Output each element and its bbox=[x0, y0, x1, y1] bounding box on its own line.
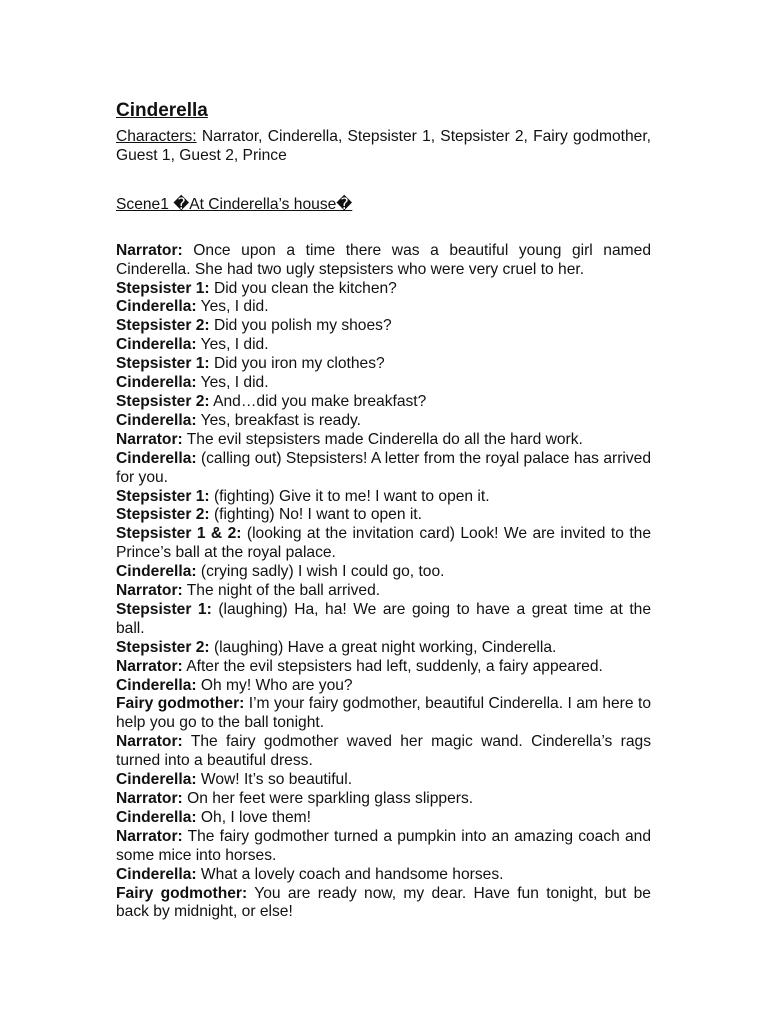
speaker-name: Stepsister 2: bbox=[116, 317, 210, 335]
script-line bbox=[116, 336, 651, 355]
script-line bbox=[116, 431, 651, 450]
speaker-name: Stepsister 1: bbox=[116, 355, 210, 373]
script-line bbox=[116, 393, 651, 412]
speaker-name: Cinderella: bbox=[116, 374, 197, 392]
script-line bbox=[116, 695, 651, 733]
dialogue-text: Did you polish my shoes? bbox=[209, 317, 392, 335]
script-line bbox=[116, 809, 651, 828]
speaker-name: Cinderella: bbox=[116, 298, 197, 316]
speaker-name: Stepsister 2: bbox=[116, 638, 210, 656]
script-lines bbox=[116, 242, 651, 923]
speaker-name: Narrator: bbox=[116, 241, 183, 259]
script-line bbox=[116, 242, 651, 280]
speaker-name: Narrator: bbox=[116, 733, 183, 751]
characters-paragraph bbox=[116, 128, 651, 166]
dialogue-text: You are ready now, my dear. Have fun tonight, but be back by midnight, or else! bbox=[116, 884, 651, 921]
speaker-name: Stepsister 1 & 2: bbox=[116, 525, 242, 543]
script-line bbox=[116, 582, 651, 601]
script-line bbox=[116, 412, 651, 431]
dialogue-text: After the evil stepsisters had left, suddenly, a fairy appeared. bbox=[182, 657, 603, 675]
dialogue-text: The fairy godmother waved her magic wand. Cinderella’s rags turned into a beautiful dress. bbox=[116, 733, 651, 770]
speaker-name: Stepsister 2: bbox=[116, 506, 210, 524]
dialogue-text: Wow! It’s so beautiful. bbox=[196, 771, 353, 789]
dialogue-text: (fighting) Give it to me! I want to open it. bbox=[209, 487, 490, 505]
speaker-name: Narrator: bbox=[116, 827, 183, 845]
speaker-name: Stepsister 2: bbox=[116, 392, 210, 410]
dialogue-text: On her feet were sparkling glass slippers. bbox=[182, 790, 474, 807]
speaker-name: Stepsister 1: bbox=[116, 487, 210, 505]
script-line bbox=[116, 450, 651, 488]
dialogue-text: Once upon a time there was a beautiful young girl named Cinderella. She had two ugly stepsisters who were very cruel to her. bbox=[116, 241, 651, 278]
speaker-name: Narrator: bbox=[116, 582, 183, 600]
script-line bbox=[116, 771, 651, 790]
dialogue-text: Yes, I did. bbox=[196, 374, 269, 392]
script-line bbox=[116, 525, 651, 563]
dialogue-text: (laughing) Have a great night working, Cinderella. bbox=[209, 638, 557, 656]
speaker-name: Cinderella: bbox=[116, 771, 197, 789]
script-line bbox=[116, 298, 651, 317]
speaker-name: Narrator: bbox=[116, 430, 183, 448]
script-line bbox=[116, 639, 651, 658]
dialogue-text: Oh my! Who are you? bbox=[196, 676, 353, 694]
script-line bbox=[116, 885, 651, 923]
dialogue-text: What a lovely coach and handsome horses. bbox=[196, 865, 504, 883]
script-line bbox=[116, 658, 651, 677]
speaker-name: Narrator: bbox=[116, 657, 183, 675]
speaker-name: Stepsister 1: bbox=[116, 279, 210, 297]
speaker-name: Cinderella: bbox=[116, 808, 197, 826]
dialogue-text: (fighting) No! I want to open it. bbox=[209, 506, 422, 524]
dialogue-text: Did you clean the kitchen? bbox=[209, 279, 397, 297]
script-line bbox=[116, 280, 651, 299]
dialogue-text: (laughing) Ha, ha! We are going to have a great time at the ball. bbox=[116, 600, 652, 637]
script-line bbox=[116, 790, 651, 809]
script-line bbox=[116, 866, 651, 885]
dialogue-text: (looking at the invitation card) Look! We are invited to the Prince’s ball at the royal palace. bbox=[116, 525, 651, 562]
dialogue-text: The fairy godmother turned a pumpkin into an amazing coach and some mice into horses. bbox=[116, 827, 651, 864]
script-line bbox=[116, 677, 651, 696]
script-line bbox=[116, 733, 651, 771]
script-line bbox=[116, 828, 651, 866]
speaker-name: Cinderella: bbox=[116, 563, 197, 581]
scene-heading: Scene1 �At Cinderella’s house� bbox=[116, 195, 353, 213]
dialogue-text: Did you iron my clothes? bbox=[209, 355, 385, 373]
script-line bbox=[116, 506, 651, 525]
dialogue-text: (calling out) Stepsisters! A letter from the royal palace has arrived for you. bbox=[116, 449, 651, 486]
dialogue-text: And…did you make breakfast? bbox=[209, 392, 427, 410]
script-line bbox=[116, 488, 651, 507]
speaker-name: Cinderella: bbox=[116, 411, 197, 429]
dialogue-text: I’m your fairy godmother, beautiful Cinderella. I am here to help you go to the ball tonight. bbox=[116, 695, 651, 732]
characters-label: Characters: bbox=[116, 128, 197, 145]
document-body bbox=[116, 98, 651, 922]
dialogue-text: Oh, I love them! bbox=[196, 808, 311, 826]
speaker-name: Narrator: bbox=[116, 790, 183, 807]
document-title: Cinderella bbox=[116, 100, 208, 121]
script-line bbox=[116, 601, 651, 639]
speaker-name: Fairy godmother: bbox=[116, 884, 248, 902]
characters-list: Narrator, Cinderella, Stepsister 1, Stepsister 2, Fairy godmother, Guest 1, Guest 2, Prince bbox=[116, 128, 651, 164]
script-line bbox=[116, 355, 651, 374]
script-line bbox=[116, 317, 651, 336]
dialogue-text: Yes, I did. bbox=[196, 298, 269, 316]
speaker-name: Cinderella: bbox=[116, 336, 197, 354]
speaker-name: Stepsister 1: bbox=[116, 600, 212, 618]
speaker-name: Fairy godmother: bbox=[116, 695, 245, 713]
speaker-name: Cinderella: bbox=[116, 449, 197, 467]
dialogue-text: Yes, I did. bbox=[196, 336, 269, 354]
speaker-name: Cinderella: bbox=[116, 865, 197, 883]
speaker-name: Cinderella: bbox=[116, 676, 197, 694]
dialogue-text: (crying sadly) I wish I could go, too. bbox=[196, 563, 445, 581]
dialogue-text: Yes, breakfast is ready. bbox=[196, 411, 361, 429]
dialogue-text: The evil stepsisters made Cinderella do all the hard work. bbox=[182, 430, 583, 448]
script-line bbox=[116, 374, 651, 393]
script-line bbox=[116, 563, 651, 582]
dialogue-text: The night of the ball arrived. bbox=[182, 582, 381, 600]
